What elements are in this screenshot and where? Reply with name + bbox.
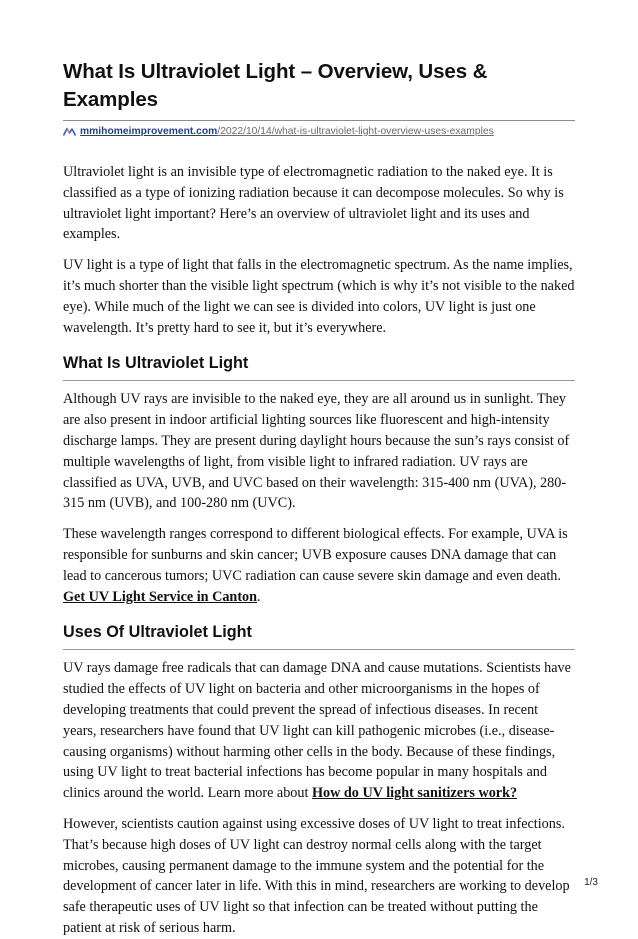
document-page <box>63 58 575 939</box>
section-heading-uses: Uses Of Ultraviolet Light <box>63 623 252 642</box>
section1-paragraph-2-text: These wavelength ranges correspond to different biological effects. For example, UVA is responsible for sunburns and skin cancer; UVB exposure causes DNA damage that can lead to cancerous tumors; UVC radiation can cause severe skin damage and even death. <box>63 526 568 584</box>
section-heading-what-is: What Is Ultraviolet Light <box>63 354 249 373</box>
section-divider <box>63 649 575 650</box>
section1-paragraph-2 <box>63 524 575 607</box>
uv-service-canton-link[interactable]: Get UV Light Service in Canton <box>63 588 258 605</box>
page-title: What Is Ultraviolet Light – Overview, Uses & Examples <box>63 60 488 111</box>
section-divider <box>63 380 575 381</box>
title-divider <box>63 120 575 121</box>
page-number: 1/3 <box>584 877 598 888</box>
section1-paragraph-1: Although UV rays are invisible to the naked eye, they are all around us in sunlight. They are also present in indoor artificial lighting sources like fluorescent and high-intensity discharge lamps. They are present during daylight hours because the sun’s rays consist of multiple wavelengths of light, from visible light to infrared radiation. UV rays are classified as UVA, UVB, and UVC based on their wavelength: 315-400 nm (UVA), 280-315 nm (UVB), and 100-280 nm (UVC). <box>63 391 570 512</box>
uv-sanitizers-link[interactable]: How do UV light sanitizers work? <box>312 785 518 802</box>
section2-paragraph-1-text: UV rays damage free radicals that can damage DNA and cause mutations. Scientists have studied the effects of UV light on bacteria and other microorganisms in the hopes of developing treatments that could prevent the spread of infectious diseases. In recent years, researchers have found that UV light can kill pathogenic microbes (i.e., disease-causing organisms) without harming other cells in the body. Because of these findings, using UV light to treat bacterial infections has become popular in many hospitals and clinics around the world. Learn more about <box>63 660 571 802</box>
source-domain-link[interactable]: mmihomeimprovement.com <box>80 126 218 137</box>
link-suffix: . <box>257 588 261 605</box>
intro-paragraph-1: Ultraviolet light is an invisible type of electromagnetic radiation to the naked eye. It is classified as a type of ionizing radiation because it can decompose molecules. So why is ultraviolet light important? Here’s an overview of ultraviolet light and its uses and examples. <box>63 164 564 243</box>
section2-paragraph-2: However, scientists caution against using excessive doses of UV light to treat infections. That’s because high doses of UV light can destroy normal cells along with the target microbes, causing permanent damage to the immune system and the potential for the development of cancer later in life. With this in mind, researchers are working to develop safe therapeutic uses of UV light so that infection can be treated without putting the patient at risk of serious harm. <box>63 815 570 936</box>
section2-paragraph-1 <box>63 658 575 804</box>
source-path-link[interactable]: /2022/10/14/what-is-ultraviolet-light-overview-uses-examples <box>217 126 494 137</box>
source-line <box>63 126 575 137</box>
source-logo-icon <box>63 127 76 136</box>
intro-paragraph-2: UV light is a type of light that falls in the electromagnetic spectrum. As the name implies, it’s much shorter than the visible light spectrum (which is why it’s not visible to the naked eye). While much of the light we can see is divided into colors, UV light is just one wavelength. It’s pretty hard to see it, but it’s everywhere. <box>63 257 575 336</box>
